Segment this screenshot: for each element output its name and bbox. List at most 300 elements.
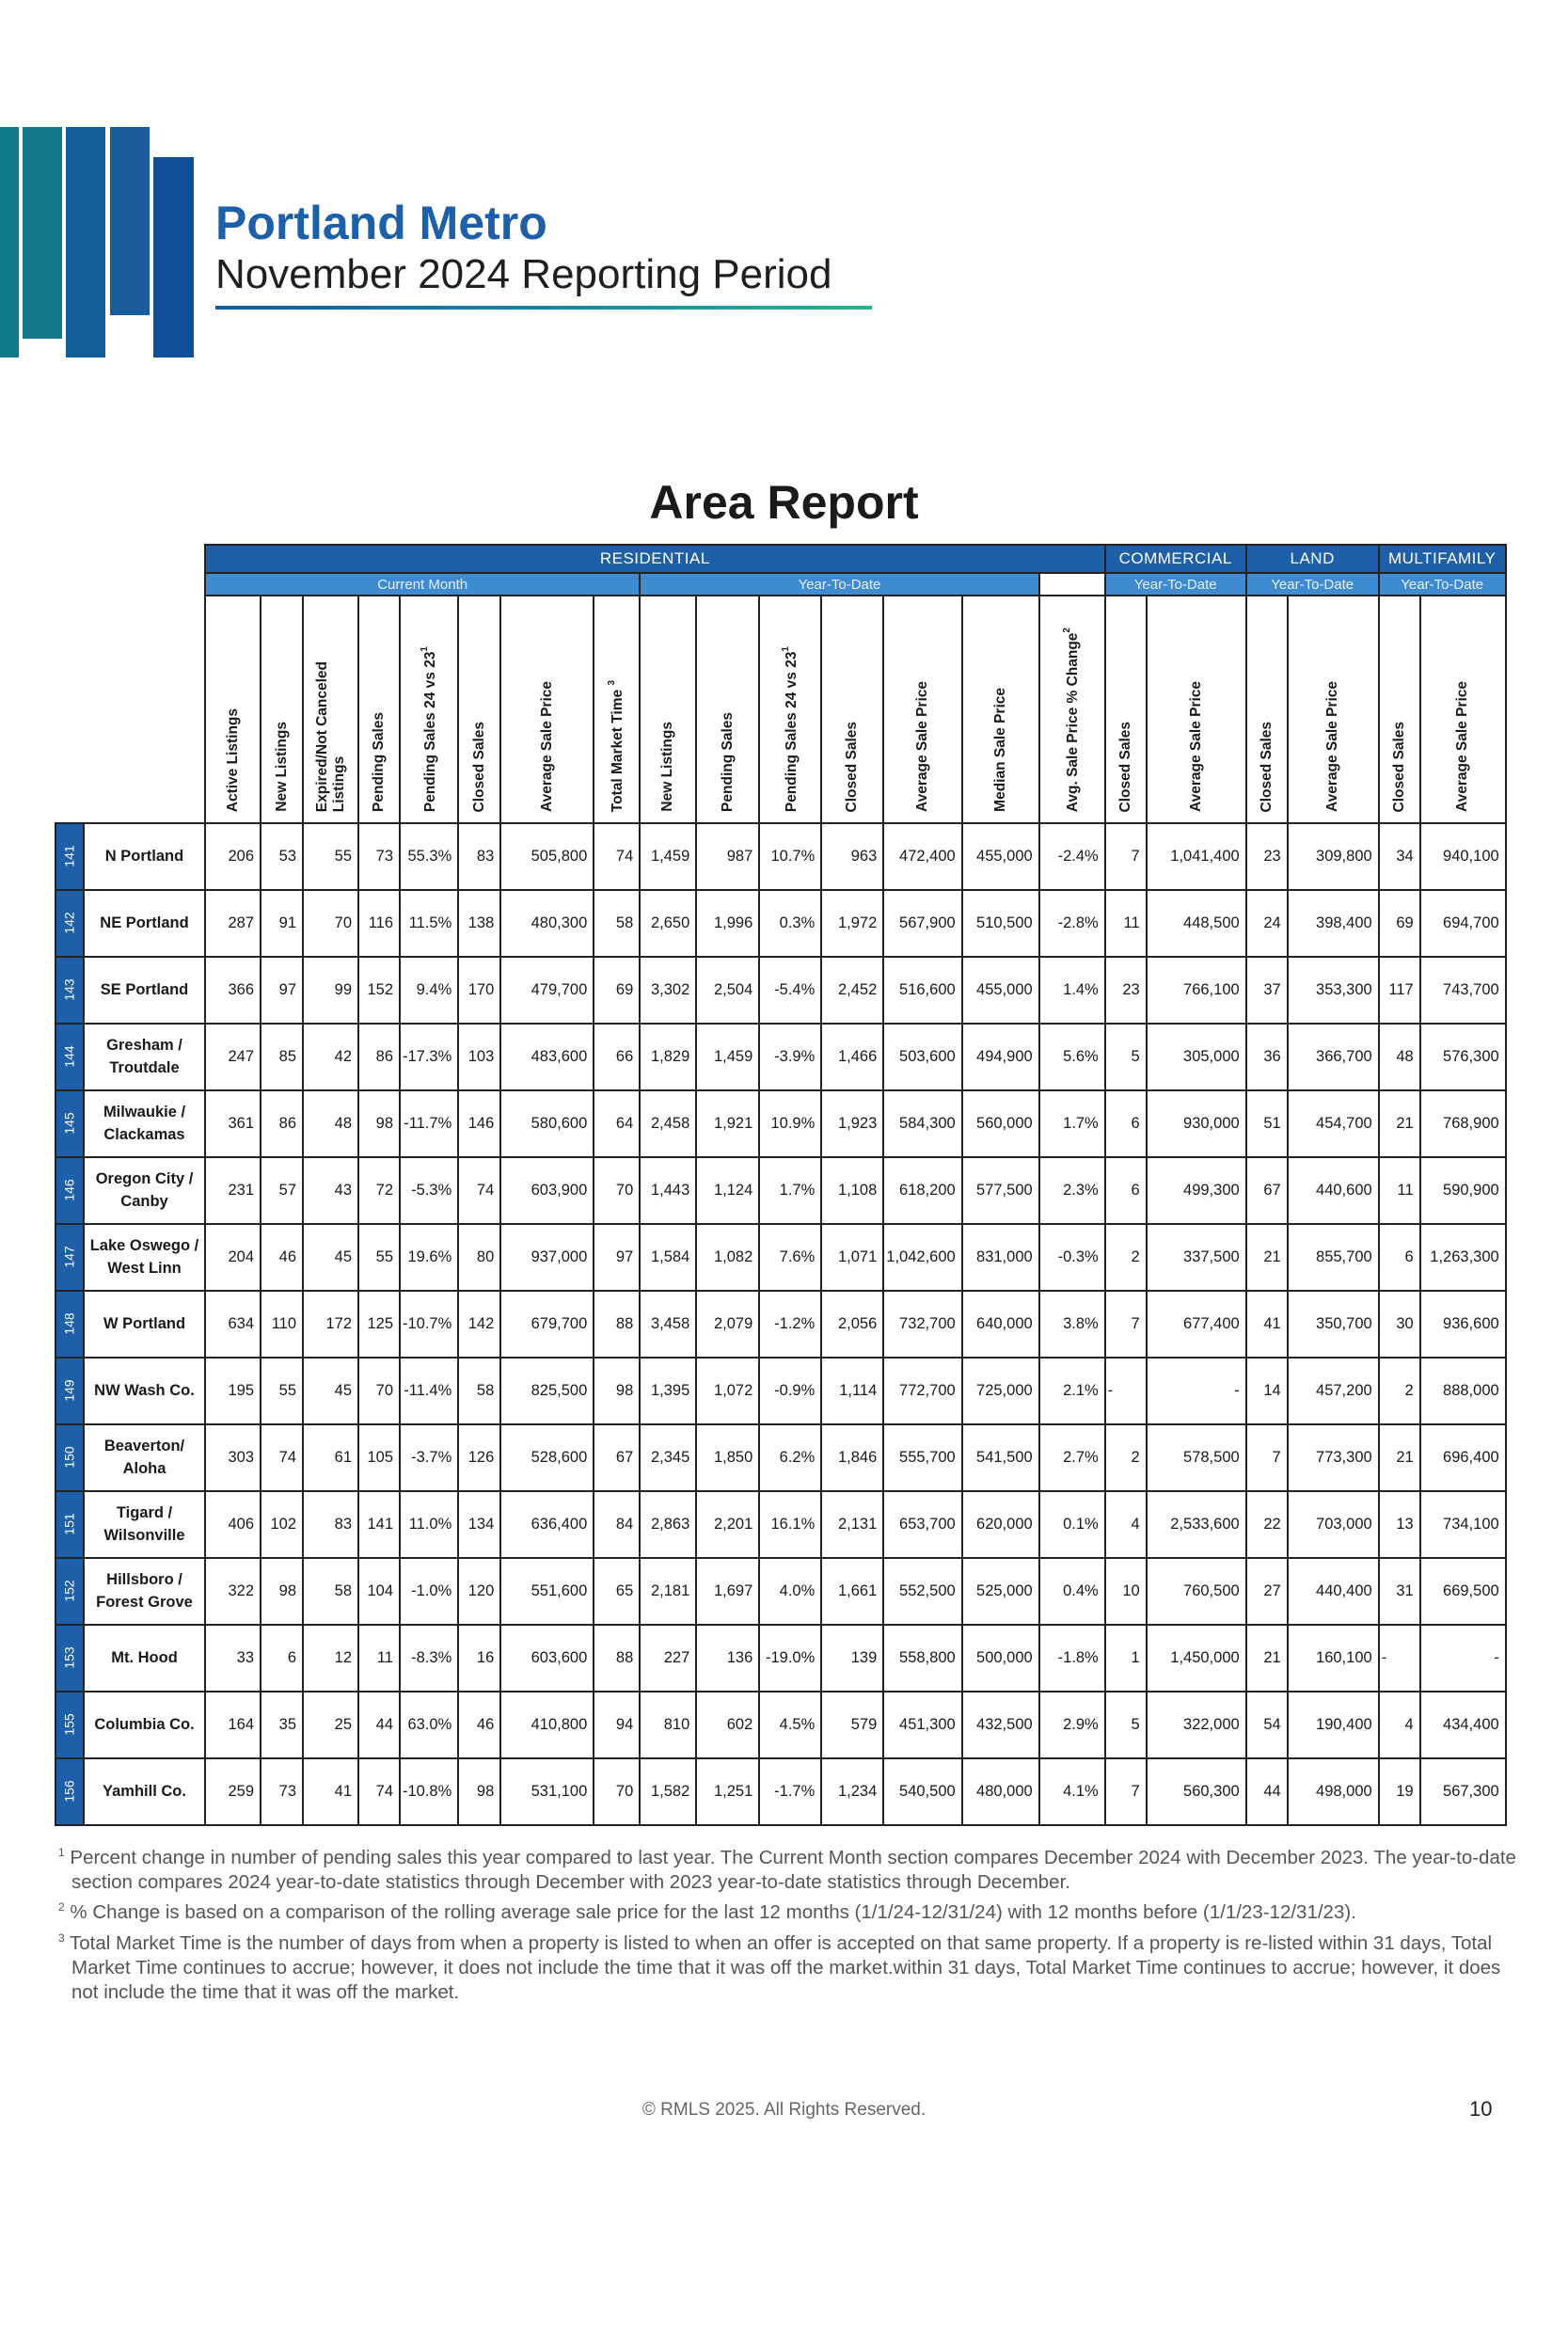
logo-bar xyxy=(110,127,150,315)
table-cell: 11.0% xyxy=(400,1491,458,1558)
table-cell: 1,124 xyxy=(696,1157,759,1224)
col-avg-price-change: Avg. Sale Price % Change$^2$ xyxy=(1039,596,1105,823)
table-cell: 34 xyxy=(1379,823,1420,890)
table-cell: -19.0% xyxy=(759,1625,821,1692)
group-commercial: COMMERCIAL xyxy=(1105,545,1246,573)
table-cell: - xyxy=(1420,1625,1506,1692)
table-cell: 2,079 xyxy=(696,1291,759,1358)
table-cell: 703,000 xyxy=(1288,1491,1379,1558)
table-cell: 1.7% xyxy=(759,1157,821,1224)
table-cell: 7.6% xyxy=(759,1224,821,1291)
table-cell: 4.5% xyxy=(759,1692,821,1758)
table-cell: 16 xyxy=(458,1625,500,1692)
area-code: 153 xyxy=(55,1625,84,1692)
table-cell: 44 xyxy=(358,1692,400,1758)
table-cell: 1,450,000 xyxy=(1147,1625,1246,1692)
table-cell: 152 xyxy=(358,957,400,1024)
table-cell: -11.4% xyxy=(400,1358,458,1424)
table-cell: 505,800 xyxy=(500,823,594,890)
table-cell: 677,400 xyxy=(1147,1291,1246,1358)
table-cell: 1.4% xyxy=(1039,957,1105,1024)
table-cell: 170 xyxy=(458,957,500,1024)
table-cell: 963 xyxy=(821,823,883,890)
table-cell: 1,395 xyxy=(640,1358,696,1424)
table-cell: 6 xyxy=(1379,1224,1420,1291)
logo-bar xyxy=(0,127,19,358)
area-code: 149 xyxy=(55,1358,84,1424)
table-cell: 558,800 xyxy=(883,1625,961,1692)
table-cell: 23 xyxy=(1105,957,1147,1024)
area-name: W Portland xyxy=(84,1291,205,1358)
table-cell: 6 xyxy=(1105,1090,1147,1157)
table-cell: 1,923 xyxy=(821,1090,883,1157)
area-name: Gresham / Troutdale xyxy=(84,1024,205,1090)
table-cell: 55 xyxy=(358,1224,400,1291)
table-cell: 126 xyxy=(458,1424,500,1491)
table-cell: 0.1% xyxy=(1039,1491,1105,1558)
table-cell: -3.7% xyxy=(400,1424,458,1491)
table-row xyxy=(55,890,1506,957)
table-cell: -5.3% xyxy=(400,1157,458,1224)
table-cell: 1,996 xyxy=(696,890,759,957)
table-cell: 454,700 xyxy=(1288,1090,1379,1157)
table-cell: 14 xyxy=(1246,1358,1288,1424)
table-cell: 74 xyxy=(358,1758,400,1825)
table-cell: 7 xyxy=(1246,1424,1288,1491)
table-cell: 231 xyxy=(205,1157,261,1224)
table-cell: 500,000 xyxy=(962,1625,1039,1692)
table-cell: 33 xyxy=(205,1625,261,1692)
table-cell: 480,000 xyxy=(962,1758,1039,1825)
copyright: © RMLS 2025. All Rights Reserved. xyxy=(641,2100,927,2120)
table-cell: 104 xyxy=(358,1558,400,1625)
area-code: 156 xyxy=(55,1758,84,1825)
table-cell: 503,600 xyxy=(883,1024,961,1090)
table-cell: -10.8% xyxy=(400,1758,458,1825)
table-cell: 54 xyxy=(1246,1692,1288,1758)
table-cell: 2,201 xyxy=(696,1491,759,1558)
table-cell: - xyxy=(1147,1358,1246,1424)
table-cell: 88 xyxy=(594,1625,640,1692)
footnote-1: $^1$ Percent change in number of pending sales this year compared to last year. The Current Month section compares December 2024 with December 2023. The year-to-date section compares 2024 year-to-date statistics through December with 2023 year-to-date statistics through December. xyxy=(58,1846,1516,1894)
table-cell: 41 xyxy=(1246,1291,1288,1358)
table-cell: 83 xyxy=(458,823,500,890)
table-cell: 5.6% xyxy=(1039,1024,1105,1090)
table-cell: 11 xyxy=(358,1625,400,1692)
table-cell: 44 xyxy=(1246,1758,1288,1825)
table-cell: 653,700 xyxy=(883,1491,961,1558)
table-cell: 116 xyxy=(358,890,400,957)
table-cell: -11.7% xyxy=(400,1090,458,1157)
table-cell: 398,400 xyxy=(1288,890,1379,957)
table-cell: 45 xyxy=(303,1358,358,1424)
table-cell: 580,600 xyxy=(500,1090,594,1157)
table-cell: 138 xyxy=(458,890,500,957)
table-cell: 696,400 xyxy=(1420,1424,1506,1491)
area-report-table xyxy=(55,544,1507,1826)
table-cell: 206 xyxy=(205,823,261,890)
table-cell: 12 xyxy=(303,1625,358,1692)
table-cell: 27 xyxy=(1246,1558,1288,1625)
logo-bar xyxy=(153,157,194,358)
table-cell: 361 xyxy=(205,1090,261,1157)
logo-bars xyxy=(0,127,198,358)
table-cell: 531,100 xyxy=(500,1758,594,1825)
area-name: Beaverton/ Aloha xyxy=(84,1424,205,1491)
table-cell: -2.4% xyxy=(1039,823,1105,890)
table-cell: 21 xyxy=(1379,1424,1420,1491)
table-cell: 72 xyxy=(358,1157,400,1224)
area-code: 142 xyxy=(55,890,84,957)
table-cell: 590,900 xyxy=(1420,1157,1506,1224)
table-cell: 694,700 xyxy=(1420,890,1506,957)
table-cell: 772,700 xyxy=(883,1358,961,1424)
table-cell: 36 xyxy=(1246,1024,1288,1090)
area-code: 146 xyxy=(55,1157,84,1224)
table-cell: 97 xyxy=(261,957,303,1024)
table-row xyxy=(55,1625,1506,1692)
table-cell: 74 xyxy=(594,823,640,890)
table-cell: 410,800 xyxy=(500,1692,594,1758)
col-pending-sales: Pending Sales xyxy=(358,596,400,823)
table-row xyxy=(55,957,1506,1024)
col-ytd-pending-change: Pending Sales 24 vs $23^1$ xyxy=(759,596,821,823)
table-cell: 247 xyxy=(205,1024,261,1090)
table-cell: 57 xyxy=(261,1157,303,1224)
area-code: 148 xyxy=(55,1291,84,1358)
table-cell: 58 xyxy=(303,1558,358,1625)
table-cell: 432,500 xyxy=(962,1692,1039,1758)
table-cell: 84 xyxy=(594,1491,640,1558)
col-ytd-new-listings: New Listings xyxy=(640,596,696,823)
table-cell: 73 xyxy=(261,1758,303,1825)
group-land: LAND xyxy=(1246,545,1379,573)
table-cell: 10.7% xyxy=(759,823,821,890)
table-cell: 43 xyxy=(303,1157,358,1224)
table-cell: 160,100 xyxy=(1288,1625,1379,1692)
table-cell: 146 xyxy=(458,1090,500,1157)
table-cell: 41 xyxy=(303,1758,358,1825)
table-cell: 85 xyxy=(261,1024,303,1090)
table-cell: 66 xyxy=(594,1024,640,1090)
area-name: Tigard / Wilsonville xyxy=(84,1491,205,1558)
table-cell: 102 xyxy=(261,1491,303,1558)
table-cell: 117 xyxy=(1379,957,1420,1024)
table-cell: 19 xyxy=(1379,1758,1420,1825)
table-row xyxy=(55,1157,1506,1224)
table-cell: 567,900 xyxy=(883,890,961,957)
table-cell: 55 xyxy=(303,823,358,890)
table-cell: 31 xyxy=(1379,1558,1420,1625)
table-cell: 350,700 xyxy=(1288,1291,1379,1358)
table-cell: 760,500 xyxy=(1147,1558,1246,1625)
table-cell: 103 xyxy=(458,1024,500,1090)
table-cell: 11 xyxy=(1105,890,1147,957)
col-commercial-closed-sales: Closed Sales xyxy=(1105,596,1147,823)
col-total-market-time: Total Market Time $^3$ xyxy=(594,596,640,823)
table-cell: 1,251 xyxy=(696,1758,759,1825)
table-cell: 3,302 xyxy=(640,957,696,1024)
table-cell: 67 xyxy=(594,1424,640,1491)
table-cell: 10 xyxy=(1105,1558,1147,1625)
table-cell: 98 xyxy=(594,1358,640,1424)
table-cell: 63.0% xyxy=(400,1692,458,1758)
table-cell: 855,700 xyxy=(1288,1224,1379,1291)
area-name: Milwaukie / Clackamas xyxy=(84,1090,205,1157)
table-cell: 888,000 xyxy=(1420,1358,1506,1424)
table-cell: 434,400 xyxy=(1420,1692,1506,1758)
area-code: 143 xyxy=(55,957,84,1024)
table-cell: 937,000 xyxy=(500,1224,594,1291)
table-cell: 1,114 xyxy=(821,1358,883,1424)
table-cell: 1,584 xyxy=(640,1224,696,1291)
table-cell: 1,466 xyxy=(821,1024,883,1090)
table-cell: 1 xyxy=(1105,1625,1147,1692)
table-cell: 98 xyxy=(458,1758,500,1825)
table-cell: 555,700 xyxy=(883,1424,961,1491)
table-cell: -1.0% xyxy=(400,1558,458,1625)
table-cell: 70 xyxy=(594,1758,640,1825)
table-cell: 930,000 xyxy=(1147,1090,1246,1157)
col-active-listings: Active Listings xyxy=(205,596,261,823)
table-cell: 16.1% xyxy=(759,1491,821,1558)
table-cell: 4.0% xyxy=(759,1558,821,1625)
table-cell: 440,600 xyxy=(1288,1157,1379,1224)
table-cell: 99 xyxy=(303,957,358,1024)
table-cell: 1,846 xyxy=(821,1424,883,1491)
title-block xyxy=(215,198,832,299)
table-row xyxy=(55,1424,1506,1491)
table-cell: 634 xyxy=(205,1291,261,1358)
table-cell: 1,921 xyxy=(696,1090,759,1157)
table-cell: 51 xyxy=(1246,1090,1288,1157)
table-cell: 10.9% xyxy=(759,1090,821,1157)
table-cell: 366 xyxy=(205,957,261,1024)
table-cell: 83 xyxy=(303,1491,358,1558)
table-cell: 2,056 xyxy=(821,1291,883,1358)
col-new-listings: New Listings xyxy=(261,596,303,823)
col-closed-sales: Closed Sales xyxy=(458,596,500,823)
col-land-average-price: Average Sale Price xyxy=(1288,596,1379,823)
table-cell: 2,345 xyxy=(640,1424,696,1491)
subgroup-multifamily-ytd: Year-To-Date xyxy=(1379,573,1506,596)
area-code: 145 xyxy=(55,1090,84,1157)
table-cell: 141 xyxy=(358,1491,400,1558)
table-cell: 2,181 xyxy=(640,1558,696,1625)
area-name: Hillsboro / Forest Grove xyxy=(84,1558,205,1625)
subgroup-land-ytd: Year-To-Date xyxy=(1246,573,1379,596)
col-ytd-closed-sales: Closed Sales xyxy=(821,596,883,823)
table-cell: 406 xyxy=(205,1491,261,1558)
table-cell: 1,459 xyxy=(696,1024,759,1090)
table-cell: 53 xyxy=(261,823,303,890)
table-cell: 1,082 xyxy=(696,1224,759,1291)
area-name: NE Portland xyxy=(84,890,205,957)
table-cell: 204 xyxy=(205,1224,261,1291)
col-multifamily-average-price: Average Sale Price xyxy=(1420,596,1506,823)
table-cell: 164 xyxy=(205,1692,261,1758)
table-cell: 810 xyxy=(640,1692,696,1758)
area-code: 155 xyxy=(55,1692,84,1758)
table-cell: 11.5% xyxy=(400,890,458,957)
table-cell: -5.4% xyxy=(759,957,821,1024)
area-code: 144 xyxy=(55,1024,84,1090)
table-cell: 309,800 xyxy=(1288,823,1379,890)
col-average-sale-price: Average Sale Price xyxy=(500,596,594,823)
table-cell: 773,300 xyxy=(1288,1424,1379,1491)
table-row xyxy=(55,1558,1506,1625)
table-cell: -1.8% xyxy=(1039,1625,1105,1692)
table-cell: -2.8% xyxy=(1039,890,1105,957)
table-cell: 1,582 xyxy=(640,1758,696,1825)
table-cell: 936,600 xyxy=(1420,1291,1506,1358)
table-cell: -1.7% xyxy=(759,1758,821,1825)
table-cell: 142 xyxy=(458,1291,500,1358)
table-cell: -0.3% xyxy=(1039,1224,1105,1291)
table-cell: 55.3% xyxy=(400,823,458,890)
table-cell: 457,200 xyxy=(1288,1358,1379,1424)
area-name: SE Portland xyxy=(84,957,205,1024)
table-cell: 46 xyxy=(458,1692,500,1758)
table-cell: 9.4% xyxy=(400,957,458,1024)
table-cell: 2.9% xyxy=(1039,1692,1105,1758)
table-cell: 4 xyxy=(1379,1692,1420,1758)
table-cell: 0.3% xyxy=(759,890,821,957)
subgroup-current-month: Current Month xyxy=(205,573,640,596)
page-number: 10 xyxy=(1469,2097,1493,2121)
area-code: 141 xyxy=(55,823,84,890)
table-cell: 2 xyxy=(1105,1424,1147,1491)
table-cell: 190,400 xyxy=(1288,1692,1379,1758)
col-land-closed-sales: Closed Sales xyxy=(1246,596,1288,823)
table-cell: 74 xyxy=(261,1424,303,1491)
table-cell: 825,500 xyxy=(500,1358,594,1424)
table-cell: 560,000 xyxy=(962,1090,1039,1157)
table-cell: 603,900 xyxy=(500,1157,594,1224)
table-cell: 578,500 xyxy=(1147,1424,1246,1491)
table-cell: 69 xyxy=(1379,890,1420,957)
table-cell: 498,000 xyxy=(1288,1758,1379,1825)
table-cell: 80 xyxy=(458,1224,500,1291)
table-cell: 541,500 xyxy=(962,1424,1039,1491)
table-cell: 259 xyxy=(205,1758,261,1825)
table-cell: 584,300 xyxy=(883,1090,961,1157)
table-cell: 4 xyxy=(1105,1491,1147,1558)
table-cell: 1,041,400 xyxy=(1147,823,1246,890)
table-cell: 88 xyxy=(594,1291,640,1358)
table-cell: 24 xyxy=(1246,890,1288,957)
table-cell: 7 xyxy=(1105,1758,1147,1825)
table-cell: 65 xyxy=(594,1558,640,1625)
table-cell: 4.1% xyxy=(1039,1758,1105,1825)
table-cell: 48 xyxy=(303,1090,358,1157)
table-cell: 1,042,600 xyxy=(883,1224,961,1291)
table-cell: 2.3% xyxy=(1039,1157,1105,1224)
area-code: 147 xyxy=(55,1224,84,1291)
table-cell: 499,300 xyxy=(1147,1157,1246,1224)
table-cell: 48 xyxy=(1379,1024,1420,1090)
table-cell: 940,100 xyxy=(1420,823,1506,890)
table-cell: 110 xyxy=(261,1291,303,1358)
col-ytd-median-sale-price: Median Sale Price xyxy=(962,596,1039,823)
table-row xyxy=(55,1692,1506,1758)
table-cell: 94 xyxy=(594,1692,640,1758)
table-row xyxy=(55,1291,1506,1358)
table-cell: 73 xyxy=(358,823,400,890)
table-cell: 6 xyxy=(261,1625,303,1692)
table-cell: 2,131 xyxy=(821,1491,883,1558)
table-cell: 1,072 xyxy=(696,1358,759,1424)
table-cell: 603,600 xyxy=(500,1625,594,1692)
table-cell: -17.3% xyxy=(400,1024,458,1090)
table-cell: 448,500 xyxy=(1147,890,1246,957)
table-cell: 560,300 xyxy=(1147,1758,1246,1825)
table-cell: 576,300 xyxy=(1420,1024,1506,1090)
table-cell: 455,000 xyxy=(962,957,1039,1024)
table-cell: 30 xyxy=(1379,1291,1420,1358)
table-cell: 1,459 xyxy=(640,823,696,890)
table-cell: 620,000 xyxy=(962,1491,1039,1558)
report-title: Area Report xyxy=(649,476,919,529)
table-cell: 768,900 xyxy=(1420,1090,1506,1157)
logo-bar xyxy=(66,127,105,358)
table-cell: 640,000 xyxy=(962,1291,1039,1358)
area-code: 151 xyxy=(55,1491,84,1558)
table-cell: 42 xyxy=(303,1024,358,1090)
table-cell: 303 xyxy=(205,1424,261,1491)
footnote-3: $^3$ Total Market Time is the number of days from when a property is listed to when an offer is accepted on that same property. If a property is re-listed within 31 days, Total Market Time continues to accrue; however, it does not include the time that it was off the market.within 31 days, Total Market Time continues to accrue; however, it does not include the time that it was off the market. xyxy=(58,1931,1501,2004)
col-ytd-average-sale-price: Average Sale Price xyxy=(883,596,961,823)
table-cell: 35 xyxy=(261,1692,303,1758)
table-cell: 58 xyxy=(594,890,640,957)
table-row xyxy=(55,1224,1506,1291)
table-cell: 55 xyxy=(261,1358,303,1424)
area-name: N Portland xyxy=(84,823,205,890)
table-cell: 134 xyxy=(458,1491,500,1558)
table-cell: 3,458 xyxy=(640,1291,696,1358)
table-cell: 21 xyxy=(1379,1090,1420,1157)
page-subtitle: November 2024 Reporting Period xyxy=(215,251,832,297)
table-cell: 525,000 xyxy=(962,1558,1039,1625)
table-cell: 440,400 xyxy=(1288,1558,1379,1625)
table-cell: 516,600 xyxy=(883,957,961,1024)
group-residential: RESIDENTIAL xyxy=(205,545,1105,573)
table-cell: 451,300 xyxy=(883,1692,961,1758)
table-cell: 1,443 xyxy=(640,1157,696,1224)
table-cell: 366,700 xyxy=(1288,1024,1379,1090)
area-name: Lake Oswego / West Linn xyxy=(84,1224,205,1291)
table-cell: 25 xyxy=(303,1692,358,1758)
table-cell: 679,700 xyxy=(500,1291,594,1358)
table-cell: 70 xyxy=(594,1157,640,1224)
area-name: Columbia Co. xyxy=(84,1692,205,1758)
table-cell: 528,600 xyxy=(500,1424,594,1491)
table-cell: 2 xyxy=(1105,1224,1147,1291)
table-cell: 2.7% xyxy=(1039,1424,1105,1491)
table-cell: 86 xyxy=(261,1090,303,1157)
table-cell: 37 xyxy=(1246,957,1288,1024)
col-expired-listings: Expired/Not Canceled Listings xyxy=(303,596,358,823)
table-cell: 195 xyxy=(205,1358,261,1424)
table-cell: 1,829 xyxy=(640,1024,696,1090)
area-name: NW Wash Co. xyxy=(84,1358,205,1424)
table-cell: 139 xyxy=(821,1625,883,1692)
table-cell: 11 xyxy=(1379,1157,1420,1224)
table-cell: 287 xyxy=(205,890,261,957)
table-cell: 1,697 xyxy=(696,1558,759,1625)
table-cell: 540,500 xyxy=(883,1758,961,1825)
table-cell: -1.2% xyxy=(759,1291,821,1358)
